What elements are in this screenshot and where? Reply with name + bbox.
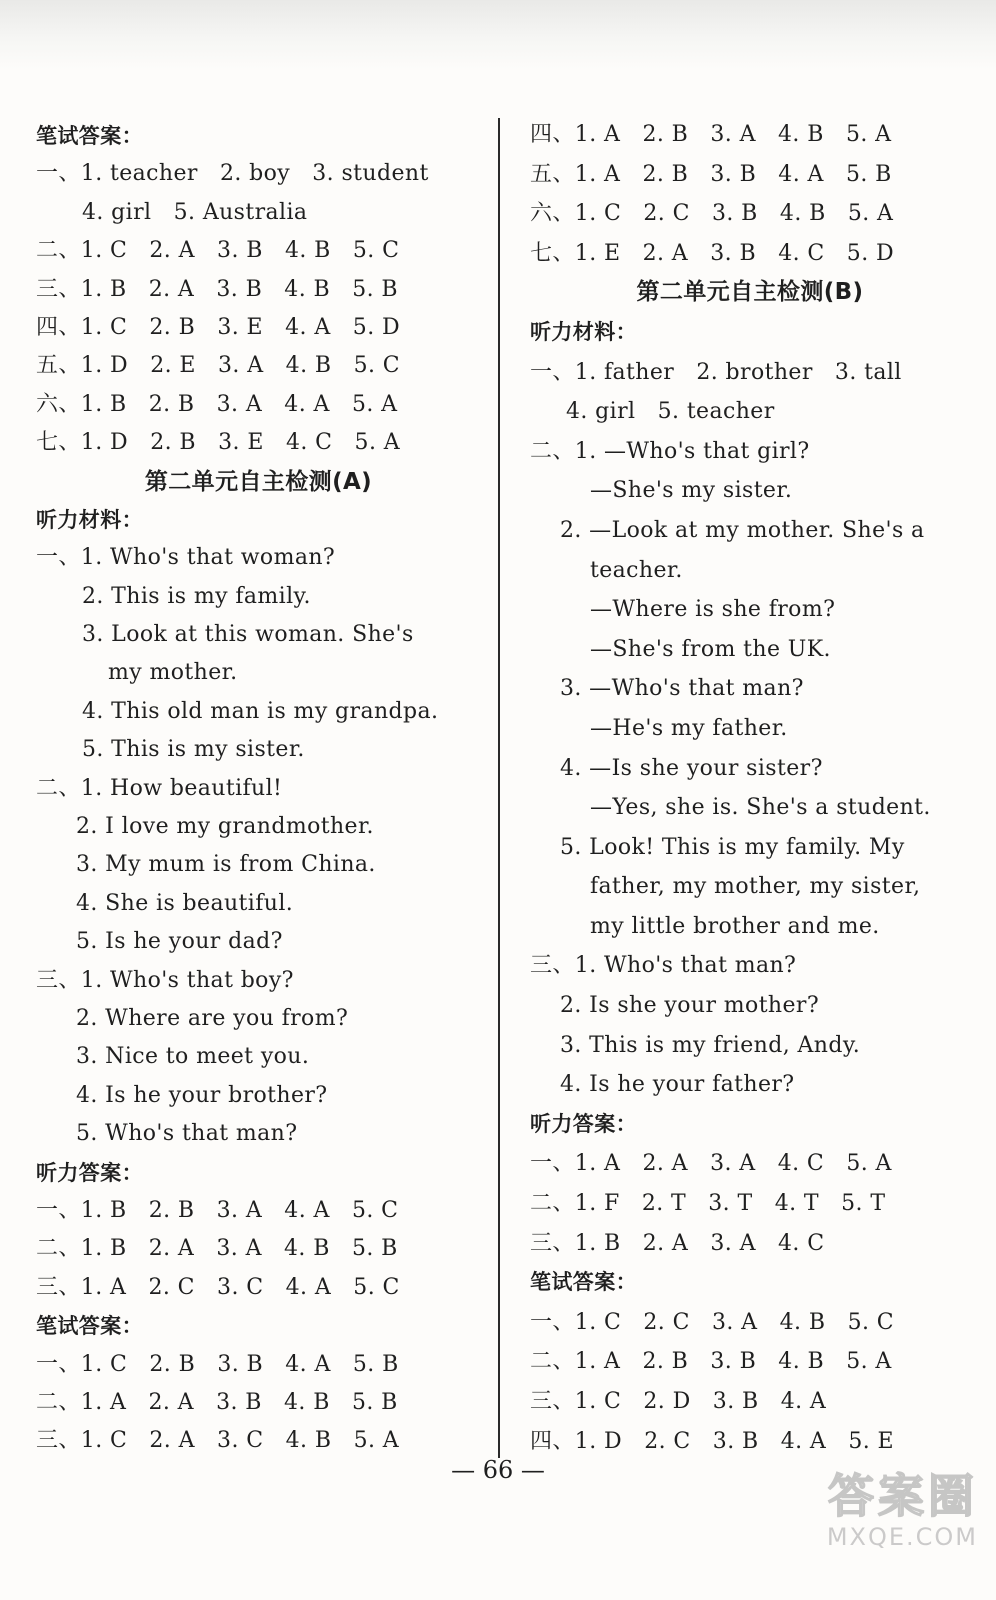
answer-line: 二、1. F 2. T 3. T 4. T 5. T xyxy=(530,1191,886,1217)
watermark-logo xyxy=(788,1470,978,1560)
answer-line: 四、1. C 2. B 3. E 4. A 5. D xyxy=(36,314,401,340)
left-answer-column xyxy=(36,117,481,1461)
answer-line: 二、1. A 2. B 3. B 4. B 5. A xyxy=(530,1349,892,1375)
column-divider xyxy=(498,118,500,1458)
section-heading: 听力材料： xyxy=(530,319,637,344)
answer-line: 一、1. father 2. brother 3. tall xyxy=(530,359,902,385)
answer-line: 3. —Who's that man? xyxy=(560,676,804,702)
answer-line: 2. Where are you from? xyxy=(76,1005,349,1031)
answer-line: 一、1. C 2. B 3. B 4. A 5. B xyxy=(36,1351,399,1377)
answer-line: 3. My mum is from China. xyxy=(76,852,376,878)
answer-line: 二、1. A 2. A 3. B 4. B 5. B xyxy=(36,1389,398,1415)
answer-line: 二、1. —Who's that girl? xyxy=(530,438,810,464)
answer-line: 5. This is my sister. xyxy=(82,737,305,763)
answer-line: 5. Who's that man? xyxy=(76,1121,298,1147)
watermark-url: MXQE.COM xyxy=(826,1523,978,1551)
answer-line: 四、1. D 2. C 3. B 4. A 5. E xyxy=(530,1428,895,1454)
answer-line: 二、1. C 2. A 3. B 4. B 5. C xyxy=(36,238,400,264)
answer-line: 5. Is he your dad? xyxy=(76,929,283,955)
answer-line: 三、1. C 2. D 3. B 4. A xyxy=(530,1389,827,1414)
answer-line: —She's my sister. xyxy=(590,478,793,504)
answer-line: 七、1. D 2. B 3. E 4. C 5. A xyxy=(36,430,401,456)
page-number: — 66 — xyxy=(451,1456,545,1484)
answer-line: 4. Is he your father? xyxy=(560,1072,795,1098)
answer-line: 4. This old man is my grandpa. xyxy=(82,698,439,724)
section-heading: 听力答案： xyxy=(36,1160,143,1185)
answer-line: 2. Is she your mother? xyxy=(560,993,820,1019)
answer-line: 三、1. B 2. A 3. A 4. C xyxy=(530,1230,825,1256)
answer-line: 一、1. A 2. A 3. A 4. C 5. A xyxy=(530,1151,892,1177)
section-heading: 听力材料： xyxy=(36,507,143,532)
answer-line: 五、1. D 2. E 3. A 4. B 5. C xyxy=(36,353,401,379)
section-heading: 笔试答案： xyxy=(530,1270,637,1295)
answer-line: 2. This is my family. xyxy=(82,583,311,609)
answer-line: 4. girl 5. Australia xyxy=(82,199,308,225)
answer-line: 3. Nice to meet you. xyxy=(76,1044,310,1070)
answer-line: —Yes, she is. She's a student. xyxy=(590,795,931,821)
answer-line: 一、1. B 2. B 3. A 4. A 5. C xyxy=(36,1197,399,1223)
answer-line: 四、1. A 2. B 3. A 4. B 5. A xyxy=(530,122,892,147)
answer-line: 4. Is he your brother? xyxy=(76,1082,328,1108)
answer-line: 一、1. Who's that woman? xyxy=(36,545,336,571)
answer-line: 七、1. E 2. A 3. B 4. C 5. D xyxy=(530,240,895,266)
answer-line: —She's from the UK. xyxy=(590,636,831,662)
answer-line: 4. girl 5. teacher xyxy=(566,399,775,425)
answer-line: 2. —Look at my mother. She's a xyxy=(560,517,925,543)
watermark-text: 答案圈 xyxy=(828,1469,978,1523)
answer-line: —He's my father. xyxy=(590,715,788,741)
answer-line: 二、1. How beautiful! xyxy=(36,775,283,801)
answer-line: 2. I love my grandmother. xyxy=(76,814,374,840)
answer-line: 一、1. teacher 2. boy 3. student xyxy=(36,161,429,187)
unit-title: 第二单元自主检测(A) xyxy=(144,468,373,495)
answer-line: father, my mother, my sister, xyxy=(590,874,921,900)
answer-line: my little brother and me. xyxy=(590,913,880,939)
answer-line: 4. —Is she your sister? xyxy=(560,755,823,781)
section-heading: 笔试答案： xyxy=(36,124,143,148)
answer-line: —Where is she from? xyxy=(590,597,836,623)
answer-line: my mother. xyxy=(108,660,238,686)
answer-line: 三、1. A 2. C 3. C 4. A 5. C xyxy=(36,1274,400,1300)
section-heading: 笔试答案： xyxy=(36,1314,143,1339)
answer-line: 六、1. C 2. C 3. B 4. B 5. A xyxy=(530,201,894,227)
answer-line: 三、1. B 2. A 3. B 4. B 5. B xyxy=(36,276,398,302)
answer-line: teacher. xyxy=(590,557,683,583)
section-heading: 听力答案： xyxy=(530,1111,637,1136)
answer-line: 六、1. B 2. B 3. A 4. A 5. A xyxy=(36,391,398,417)
answer-line: 5. Look! This is my family. My xyxy=(560,834,905,860)
unit-title: 第二单元自主检测(B) xyxy=(636,279,864,306)
answer-line: 三、1. C 2. A 3. C 4. B 5. A xyxy=(36,1428,400,1454)
answer-line: 三、1. Who's that man? xyxy=(530,953,797,979)
answer-line: 五、1. A 2. B 3. B 4. A 5. B xyxy=(530,161,892,187)
answer-line: 二、1. B 2. A 3. A 4. B 5. B xyxy=(36,1236,398,1262)
answer-line: 三、1. Who's that boy? xyxy=(36,967,294,993)
answer-line: 3. This is my friend, Andy. xyxy=(560,1032,861,1058)
answer-line: 3. Look at this woman. She's xyxy=(82,622,414,648)
scan-top-shadow xyxy=(0,0,996,70)
right-answer-column xyxy=(530,115,970,1461)
answer-line: 一、1. C 2. C 3. A 4. B 5. C xyxy=(530,1309,894,1335)
answer-line: 4. She is beautiful. xyxy=(76,890,294,916)
